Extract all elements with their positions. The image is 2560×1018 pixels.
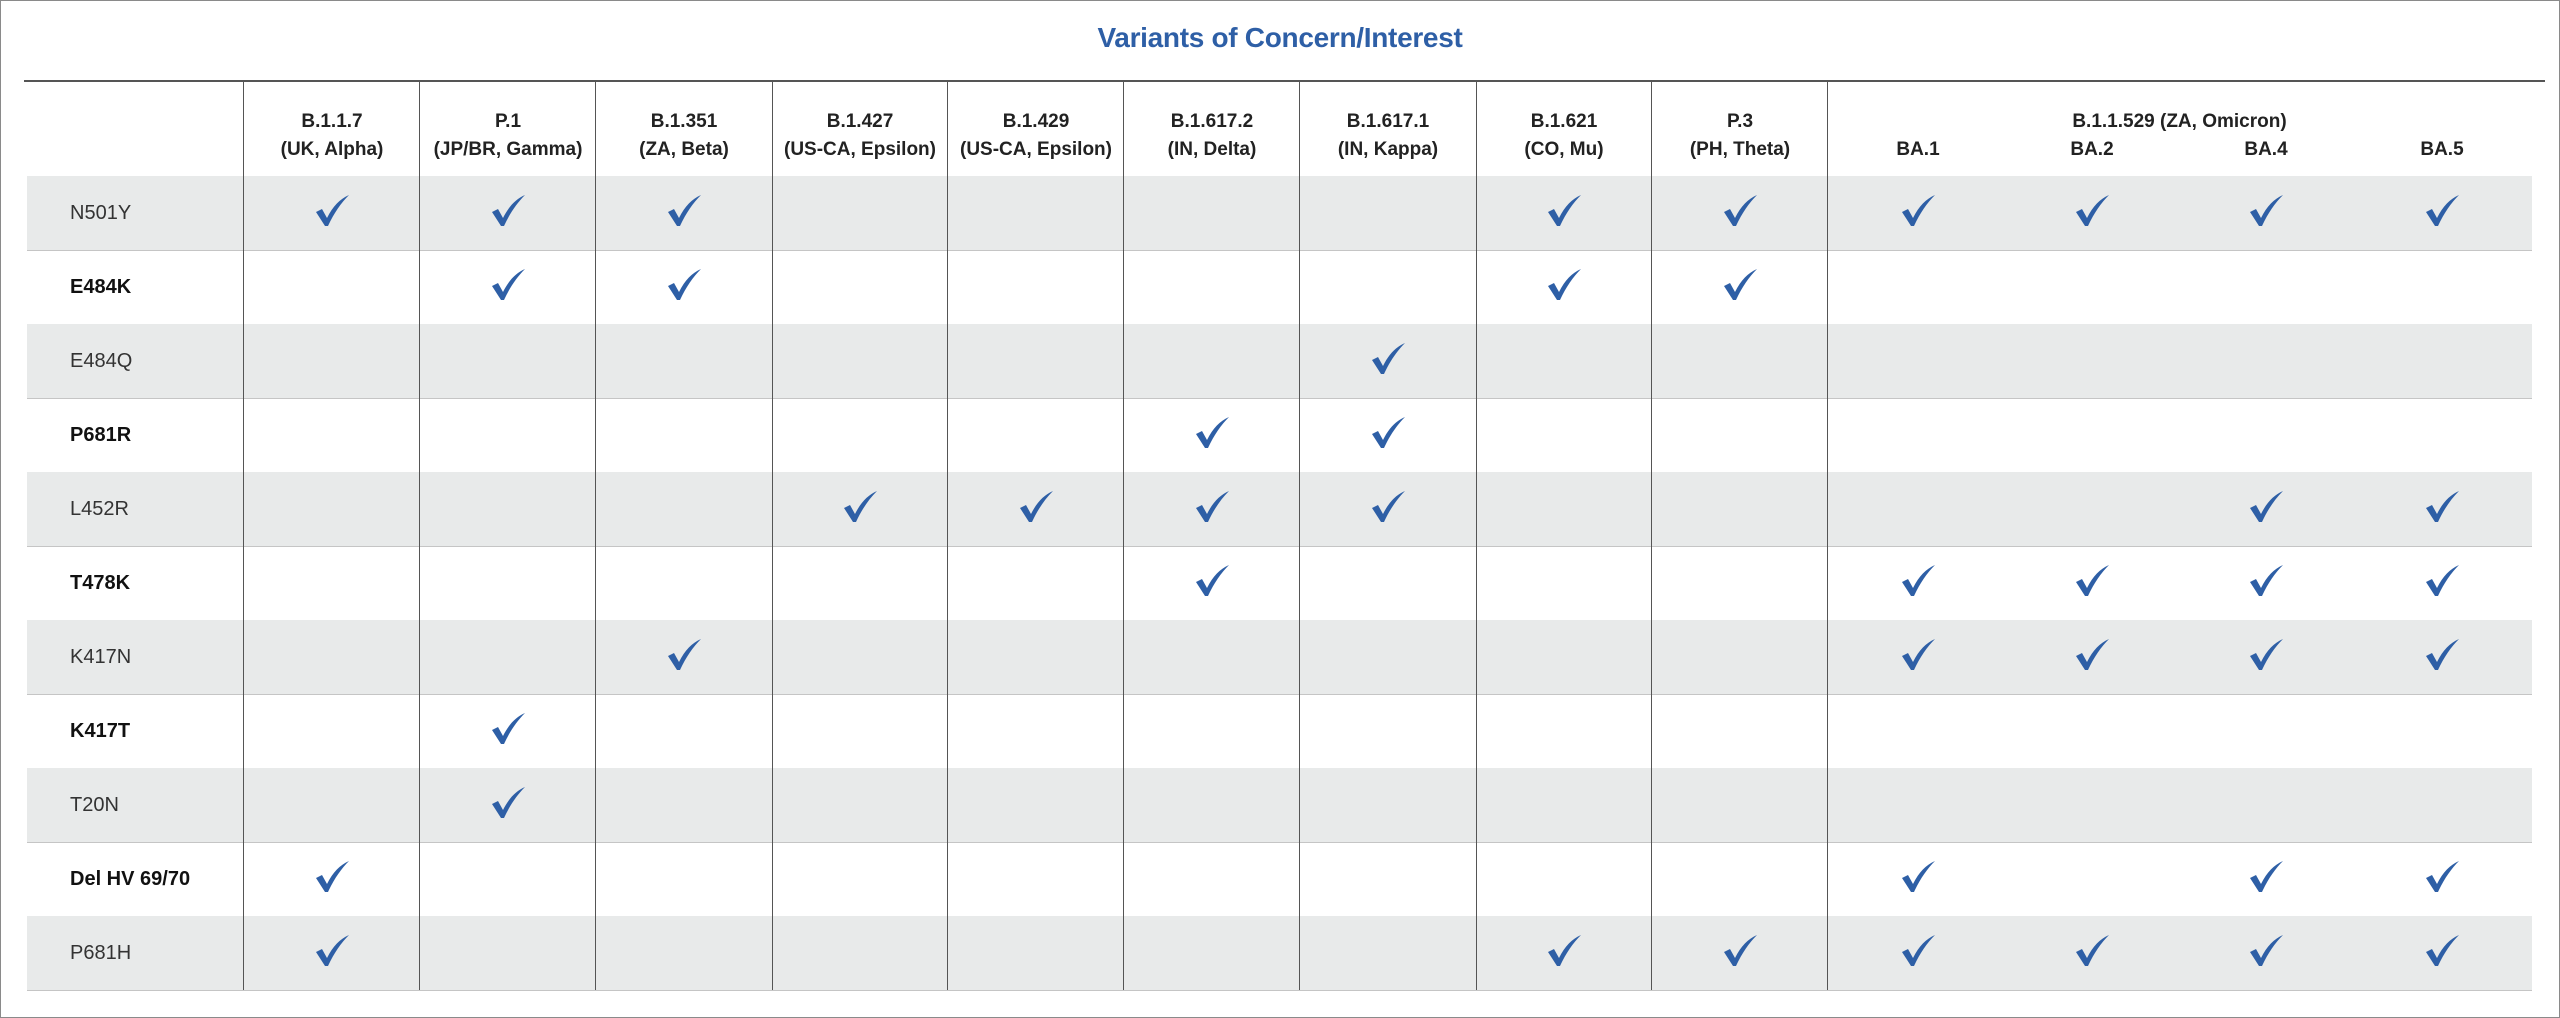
column-header [420,108,596,164]
mutation-label: K417T [70,720,131,742]
column-header-lineage: P.3 [1726,111,1754,132]
column-header-origin: (IN, Delta) [1167,139,1257,160]
column-divider [947,80,948,990]
column-header-origin: (IN, Kappa) [1337,139,1439,160]
mutation-label: K417N [70,646,132,668]
column-header-lineage: B.1.621 [1530,111,1598,132]
column-header-origin: (US-CA, Epsilon) [784,139,936,160]
row-band [27,324,2532,398]
row-band [27,768,2532,842]
checkmark-icon [2246,490,2286,524]
column-header-origin: (PH, Theta) [1689,139,1791,160]
mutation-label: E484K [70,276,132,298]
row-divider [27,694,2532,695]
column-divider [1827,80,1828,990]
checkmark-icon [1192,564,1232,598]
column-header [772,108,948,164]
row-band [27,620,2532,694]
checkmark-icon [312,934,352,968]
checkmark-icon [2422,490,2462,524]
column-header-origin: (JP/BR, Gamma) [433,139,583,160]
checkmark-icon [1720,268,1760,302]
column-divider [1476,80,1477,990]
title-divider [24,80,2545,82]
column-header [1476,108,1652,164]
column-header-lineage: B.1.351 [650,111,718,132]
checkmark-icon [2422,934,2462,968]
checkmark-icon [1898,564,1938,598]
checkmark-icon [2422,860,2462,894]
column-divider [1123,80,1124,990]
omicron-group-header: B.1.1.529 (ZA, Omicron) [2072,111,2287,132]
column-header-lineage: B.1.617.2 [1170,111,1254,132]
checkmark-icon [1192,490,1232,524]
row-band [27,472,2532,546]
checkmark-icon [1016,490,1056,524]
mutation-label: Del HV 69/70 [70,868,191,890]
checkmark-icon [2422,638,2462,672]
column-header-origin: (ZA, Beta) [639,139,729,160]
checkmark-icon [488,712,528,746]
checkmark-icon [1368,416,1408,450]
checkmark-icon [488,194,528,228]
omicron-sublineage-header: BA.5 [2420,139,2464,160]
row-band [27,916,2532,990]
column-header-origin: (CO, Mu) [1524,139,1604,160]
column-divider [243,80,244,990]
mutation-label: P681R [70,424,132,446]
checkmark-icon [1720,934,1760,968]
column-divider [1299,80,1300,990]
column-header [596,108,772,164]
column-header-lineage: B.1.1.7 [301,111,363,132]
row-divider [27,398,2532,399]
column-header [244,108,420,164]
mutation-label: E484Q [70,350,133,372]
column-header-lineage: P.1 [494,111,522,132]
omicron-sublineage-header: BA.1 [1896,139,1940,160]
checkmark-icon [1544,194,1584,228]
checkmark-icon [664,268,704,302]
column-divider [772,80,773,990]
column-header [1652,108,1828,164]
checkmark-icon [488,268,528,302]
checkmark-icon [1192,416,1232,450]
checkmark-icon [1368,490,1408,524]
column-divider [595,80,596,990]
mutation-label: T20N [70,794,119,816]
checkmark-icon [2072,564,2112,598]
table-title: Variants of Concern/Interest [1097,22,1463,53]
checkmark-icon [1544,934,1584,968]
column-header-origin: (US-CA, Epsilon) [960,139,1112,160]
omicron-sublineage-header: BA.2 [2070,139,2114,160]
checkmark-icon [2246,860,2286,894]
checkmark-icon [312,194,352,228]
checkmark-icon [2246,638,2286,672]
column-header-lineage: B.1.617.1 [1346,111,1430,132]
checkmark-icon [1898,638,1938,672]
checkmark-icon [2246,934,2286,968]
checkmark-icon [1898,860,1938,894]
row-divider [27,546,2532,547]
column-header [1124,108,1300,164]
checkmark-icon [1368,342,1408,376]
column-header-lineage: B.1.427 [826,111,894,132]
checkmark-icon [664,194,704,228]
checkmark-icon [2072,194,2112,228]
mutation-label: P681H [70,942,132,964]
row-divider [27,250,2532,251]
mutation-label: N501Y [70,202,132,224]
checkmark-icon [2422,564,2462,598]
column-header-lineage: B.1.429 [1002,111,1070,132]
column-header [948,108,1124,164]
mutation-label: L452R [70,498,129,520]
row-divider [27,990,2532,991]
checkmark-icon [664,638,704,672]
column-header-origin: (UK, Alpha) [280,139,384,160]
column-divider [1651,80,1652,990]
checkmark-icon [1544,268,1584,302]
checkmark-icon [2422,194,2462,228]
checkmark-icon [1898,194,1938,228]
row-divider [27,842,2532,843]
checkmark-icon [312,860,352,894]
checkmark-icon [2072,638,2112,672]
checkmark-icon [488,786,528,820]
checkmark-icon [2246,564,2286,598]
checkmark-icon [2072,934,2112,968]
row-band [27,176,2532,250]
checkmark-icon [2246,194,2286,228]
column-divider [419,80,420,990]
mutation-label: T478K [70,572,131,594]
checkmark-icon [1720,194,1760,228]
column-header [1300,108,1476,164]
omicron-sublineage-header: BA.4 [2244,139,2288,160]
checkmark-icon [840,490,880,524]
checkmark-icon [1898,934,1938,968]
